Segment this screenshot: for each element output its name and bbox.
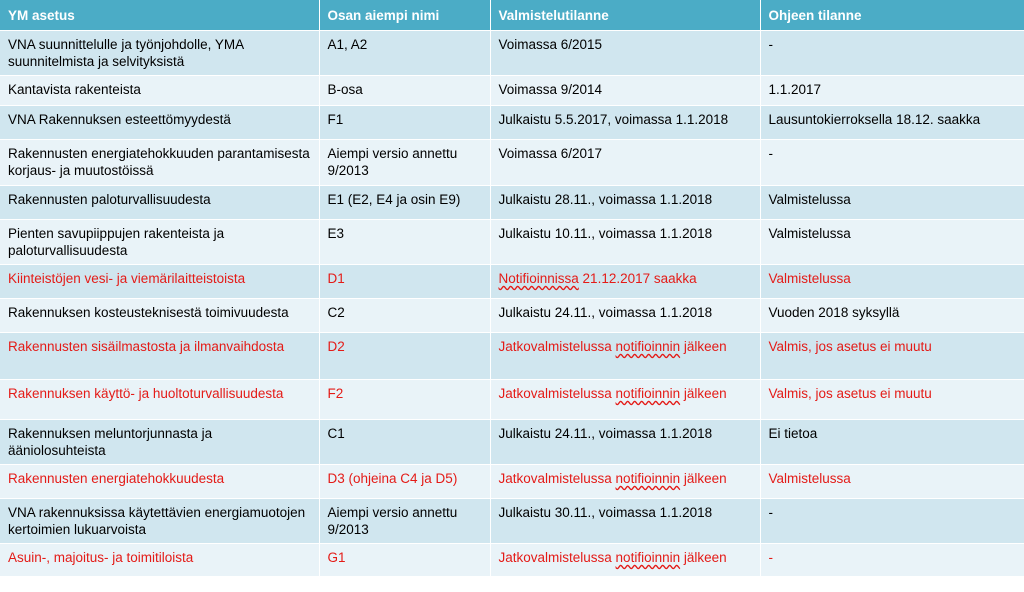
cell-valmistelutilanne: Jatkovalmistelussa notifioinnin jälkeen	[490, 544, 760, 576]
table-row	[0, 140, 1024, 186]
cell-valmistelutilanne: Julkaistu 30.11., voimassa 1.1.2018	[490, 499, 760, 544]
cell-ym-asetus: Rakennuksen meluntorjunnasta ja ääniolosuhteista	[0, 420, 319, 465]
table-header-row	[0, 0, 1024, 31]
cell-ohjeen-tilanne: Valmistelussa	[760, 265, 1024, 299]
table-row	[0, 420, 1024, 465]
cell-osan-aiempi-nimi: F1	[319, 106, 490, 140]
cell-ym-asetus: VNA Rakennuksen esteettömyydestä	[0, 106, 319, 140]
cell-valmistelutilanne: Notifioinnissa 21.12.2017 saakka	[490, 265, 760, 299]
cell-ym-asetus: Rakennusten energiatehokkuudesta	[0, 465, 319, 499]
spellcheck-underline: notifioinnin	[615, 386, 681, 401]
spellcheck-underline: notifioinnin	[615, 339, 681, 354]
cell-ym-asetus: Rakennuksen käyttö- ja huoltoturvallisuudesta	[0, 380, 319, 420]
cell-osan-aiempi-nimi: B-osa	[319, 76, 490, 106]
cell-valmistelutilanne: Julkaistu 10.11., voimassa 1.1.2018	[490, 220, 760, 265]
cell-ohjeen-tilanne: Valmis, jos asetus ei muutu	[760, 380, 1024, 420]
spellcheck-underline: notifioinnin	[615, 471, 681, 486]
table-row	[0, 499, 1024, 544]
cell-valmistelutilanne: Jatkovalmistelussa notifioinnin jälkeen	[490, 333, 760, 380]
cell-osan-aiempi-nimi: E1 (E2, E4 ja osin E9)	[319, 186, 490, 220]
table-row	[0, 265, 1024, 299]
table-row	[0, 106, 1024, 140]
cell-ohjeen-tilanne: -	[760, 31, 1024, 76]
cell-osan-aiempi-nimi: D1	[319, 265, 490, 299]
cell-osan-aiempi-nimi: Aiempi versio annettu 9/2013	[319, 140, 490, 186]
cell-osan-aiempi-nimi: G1	[319, 544, 490, 576]
cell-valmistelutilanne: Jatkovalmistelussa notifioinnin jälkeen	[490, 380, 760, 420]
header-valmistelutilanne: Valmistelutilanne	[490, 0, 760, 31]
table-row	[0, 31, 1024, 76]
cell-osan-aiempi-nimi: C1	[319, 420, 490, 465]
header-osan-aiempi-nimi: Osan aiempi nimi	[319, 0, 490, 31]
cell-ohjeen-tilanne: Lausuntokierroksella 18.12. saakka	[760, 106, 1024, 140]
cell-valmistelutilanne: Julkaistu 28.11., voimassa 1.1.2018	[490, 186, 760, 220]
table-row	[0, 333, 1024, 380]
table-row	[0, 544, 1024, 576]
cell-ym-asetus: Kiinteistöjen vesi- ja viemärilaitteistoista	[0, 265, 319, 299]
table-row	[0, 299, 1024, 333]
cell-ohjeen-tilanne: Ei tietoa	[760, 420, 1024, 465]
cell-valmistelutilanne: Voimassa 9/2014	[490, 76, 760, 106]
cell-valmistelutilanne: Voimassa 6/2015	[490, 31, 760, 76]
cell-osan-aiempi-nimi: D2	[319, 333, 490, 380]
cell-ohjeen-tilanne: Valmistelussa	[760, 220, 1024, 265]
spellcheck-underline: Notifioinnissa	[498, 271, 579, 286]
cell-ym-asetus: Rakennusten paloturvallisuudesta	[0, 186, 319, 220]
cell-ym-asetus: Kantavista rakenteista	[0, 76, 319, 106]
cell-ym-asetus: Asuin-, majoitus- ja toimitiloista	[0, 544, 319, 576]
cell-ohjeen-tilanne: Valmistelussa	[760, 186, 1024, 220]
cell-ohjeen-tilanne: -	[760, 499, 1024, 544]
cell-ym-asetus: Pienten savupiippujen rakenteista ja paloturvallisuudesta	[0, 220, 319, 265]
cell-osan-aiempi-nimi: E3	[319, 220, 490, 265]
table-row	[0, 186, 1024, 220]
cell-ym-asetus: VNA suunnittelulle ja työnjohdolle, YMA suunnitelmista ja selvityksistä	[0, 31, 319, 76]
spellcheck-underline: notifioinnin	[615, 550, 681, 565]
cell-ym-asetus: Rakennusten sisäilmastosta ja ilmanvaihdosta	[0, 333, 319, 380]
cell-ohjeen-tilanne: Valmis, jos asetus ei muutu	[760, 333, 1024, 380]
cell-valmistelutilanne: Julkaistu 24.11., voimassa 1.1.2018	[490, 420, 760, 465]
header-ohjeen-tilanne: Ohjeen tilanne	[760, 0, 1024, 31]
table-row	[0, 380, 1024, 420]
cell-osan-aiempi-nimi: C2	[319, 299, 490, 333]
cell-osan-aiempi-nimi: F2	[319, 380, 490, 420]
header-ym-asetus: YM asetus	[0, 0, 319, 31]
cell-osan-aiempi-nimi: Aiempi versio annettu 9/2013	[319, 499, 490, 544]
table-row	[0, 76, 1024, 106]
cell-ohjeen-tilanne: Valmistelussa	[760, 465, 1024, 499]
cell-ym-asetus: Rakennusten energiatehokkuuden parantamisesta korjaus- ja muutostöissä	[0, 140, 319, 186]
cell-valmistelutilanne: Julkaistu 5.5.2017, voimassa 1.1.2018	[490, 106, 760, 140]
table-row	[0, 220, 1024, 265]
table-row	[0, 465, 1024, 499]
cell-ohjeen-tilanne: 1.1.2017	[760, 76, 1024, 106]
table-body	[0, 31, 1024, 576]
cell-ohjeen-tilanne: Vuoden 2018 syksyllä	[760, 299, 1024, 333]
cell-osan-aiempi-nimi: D3 (ohjeina C4 ja D5)	[319, 465, 490, 499]
cell-ym-asetus: VNA rakennuksissa käytettävien energiamuotojen kertoimien lukuarvoista	[0, 499, 319, 544]
cell-ohjeen-tilanne: -	[760, 140, 1024, 186]
cell-osan-aiempi-nimi: A1, A2	[319, 31, 490, 76]
cell-valmistelutilanne: Voimassa 6/2017	[490, 140, 760, 186]
cell-valmistelutilanne: Jatkovalmistelussa notifioinnin jälkeen	[490, 465, 760, 499]
cell-valmistelutilanne: Julkaistu 24.11., voimassa 1.1.2018	[490, 299, 760, 333]
cell-ym-asetus: Rakennuksen kosteusteknisestä toimivuudesta	[0, 299, 319, 333]
cell-ohjeen-tilanne: -	[760, 544, 1024, 576]
